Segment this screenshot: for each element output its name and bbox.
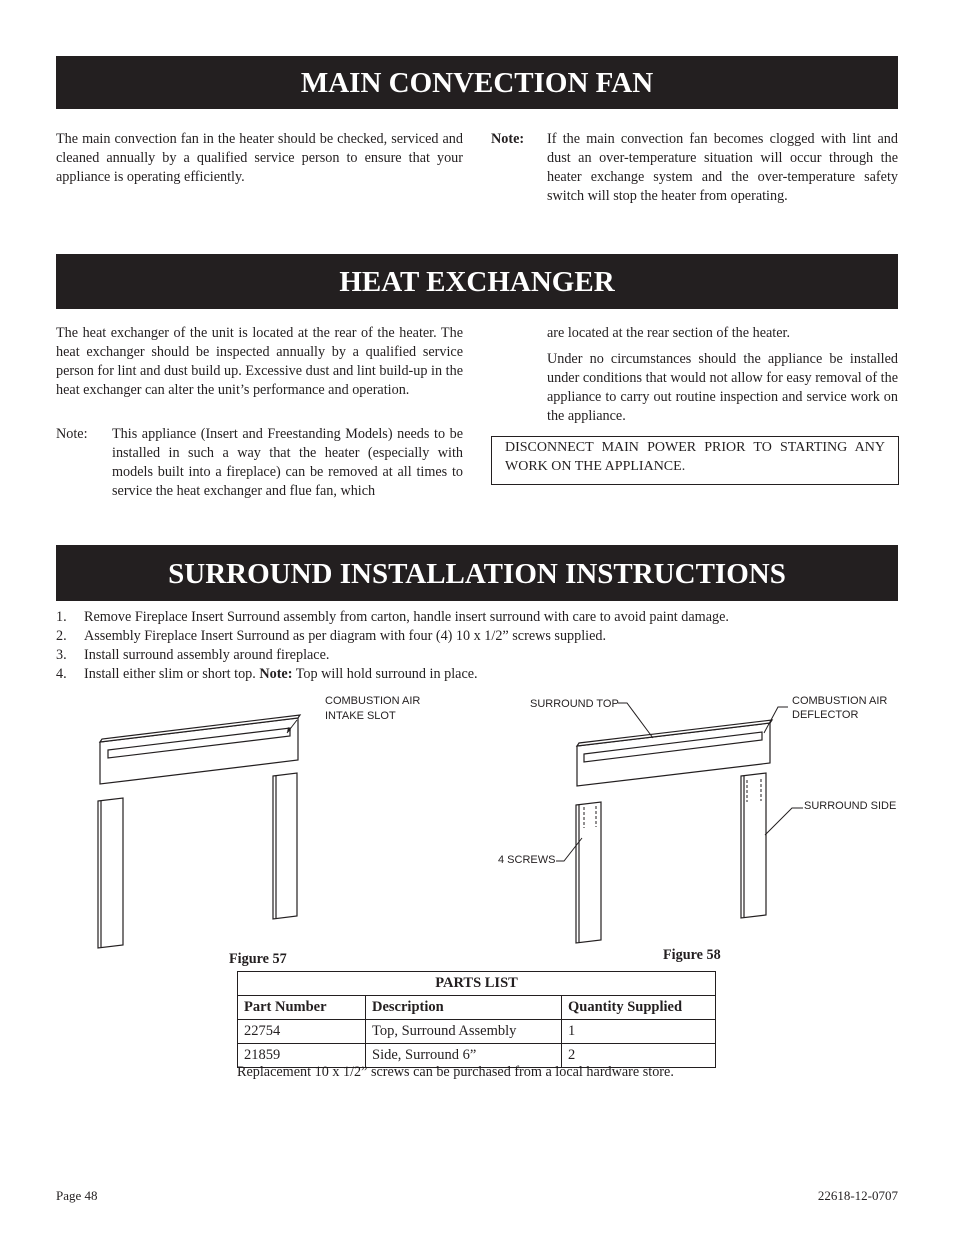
- col-part-number: Part Number: [238, 996, 366, 1020]
- fig58-surround-side-label: SURROUND SIDE: [804, 800, 897, 812]
- figure-58-drawing: [490, 690, 810, 950]
- step-text: Remove Fireplace Insert Surround assembly from carton, handle insert surround with care to avoid paint damage.: [84, 609, 729, 625]
- fig57-label-line1: COMBUSTION AIR: [325, 695, 421, 707]
- heat-note-text: This appliance (Insert and Freestanding Models) needs to be installed in such a way that the heater (especially with models built into a fireplace) can be removed at all times to service the heat exchanger and flue fan, which: [112, 426, 463, 499]
- surround-right-side: [741, 773, 766, 918]
- step-item: [56, 627, 898, 646]
- parts-header-row: [238, 996, 716, 1020]
- heat-note-label: Note:: [56, 426, 88, 442]
- section-title-heat-exchanger: HEAT EXCHANGER: [56, 254, 898, 309]
- col-description: Description: [366, 996, 562, 1020]
- heat-body-text: The heat exchanger of the unit is located at the rear of the heater. The heat exchanger should be inspected annually by a qualified service person for lint and dust build up. Excessive dust and lint build-up in the heat exchanger can alter the unit’s performance and operation.: [56, 325, 463, 398]
- figure-57-caption: Figure 57: [229, 951, 287, 967]
- cell-quantity: 1: [562, 1020, 716, 1044]
- parts-list-title: PARTS LIST: [238, 972, 716, 996]
- surround-top-leader: [618, 703, 653, 738]
- step-item: [56, 665, 898, 684]
- warning-text: DISCONNECT MAIN POWER PRIOR TO STARTING ANY WORK ON THE APPLIANCE.: [505, 440, 885, 474]
- step-number: 4.: [56, 665, 67, 682]
- fig58-deflector-line1: COMBUSTION AIR: [792, 695, 888, 707]
- cell-part-number: 21859: [238, 1044, 366, 1068]
- table-row: [238, 1020, 716, 1044]
- fan-note-text: If the main convection fan becomes clogged with lint and dust an over-temperature situation will occur through the heater exchange system and the over-temperature safety switch will stop the heater from operating.: [547, 131, 898, 204]
- parts-title-row: [238, 972, 716, 996]
- cell-quantity: 2: [562, 1044, 716, 1068]
- step-number: 2.: [56, 627, 67, 644]
- fan-note-label: Note:: [491, 131, 525, 147]
- fig58-surround-top-label: SURROUND TOP: [530, 698, 619, 710]
- step-number: 1.: [56, 609, 67, 625]
- document-number: 22618-12-0707: [817, 1188, 898, 1203]
- cell-description: Top, Surround Assembly: [366, 1020, 562, 1044]
- step-text: Install surround assembly around fireplace.: [84, 646, 330, 663]
- fig58-deflector-line2: DEFLECTOR: [792, 709, 859, 721]
- fig57-label-line2: INTAKE SLOT: [325, 710, 396, 722]
- figure-58-caption: Figure 58: [663, 947, 721, 963]
- parts-footnote: Replacement 10 x 1/2” screws can be purchased from a local hardware store.: [237, 1064, 674, 1080]
- warning-box: [491, 436, 899, 485]
- section-title-surround-installation: SURROUND INSTALLATION INSTRUCTIONS: [56, 545, 898, 601]
- cell-description: Side, Surround 6”: [366, 1044, 562, 1068]
- surround-left-side: [98, 798, 123, 948]
- surround-right-side: [273, 773, 297, 919]
- step-note-label: Note:: [259, 665, 293, 682]
- step-text: Assembly Fireplace Insert Surround as per diagram with four (4) 10 x 1/2” screws supplied.: [84, 627, 607, 644]
- parts-list-table: [237, 971, 716, 1068]
- col-quantity: Quantity Supplied: [562, 996, 716, 1020]
- step-text: Install either slim or short top. Note: Top will hold surround in place.: [84, 665, 478, 682]
- heat-para-2: Under no circumstances should the appliance be installed under conditions that would not allow for easy removal of the appliance to carry out routine inspection and service work on the appliance.: [547, 351, 898, 424]
- fan-body-text: The main convection fan in the heater should be checked, serviced and cleaned annually by a qualified service person to ensure that your appliance is operating efficiently.: [56, 131, 463, 185]
- page-number: Page 48: [56, 1188, 98, 1203]
- fig58-screws-label: 4 SCREWS: [498, 854, 556, 866]
- surround-side-leader: [765, 808, 803, 835]
- section-title-main-convection-fan: MAIN CONVECTION FAN: [56, 56, 898, 109]
- instruction-steps: [56, 608, 898, 684]
- figure-57-drawing: [90, 700, 320, 955]
- step-item: [56, 608, 898, 627]
- step-number: 3.: [56, 646, 67, 663]
- cell-part-number: 22754: [238, 1020, 366, 1044]
- heat-note-continued: are located at the rear section of the heater.: [547, 325, 791, 341]
- surround-left-side: [576, 802, 601, 943]
- step-item: [56, 646, 898, 665]
